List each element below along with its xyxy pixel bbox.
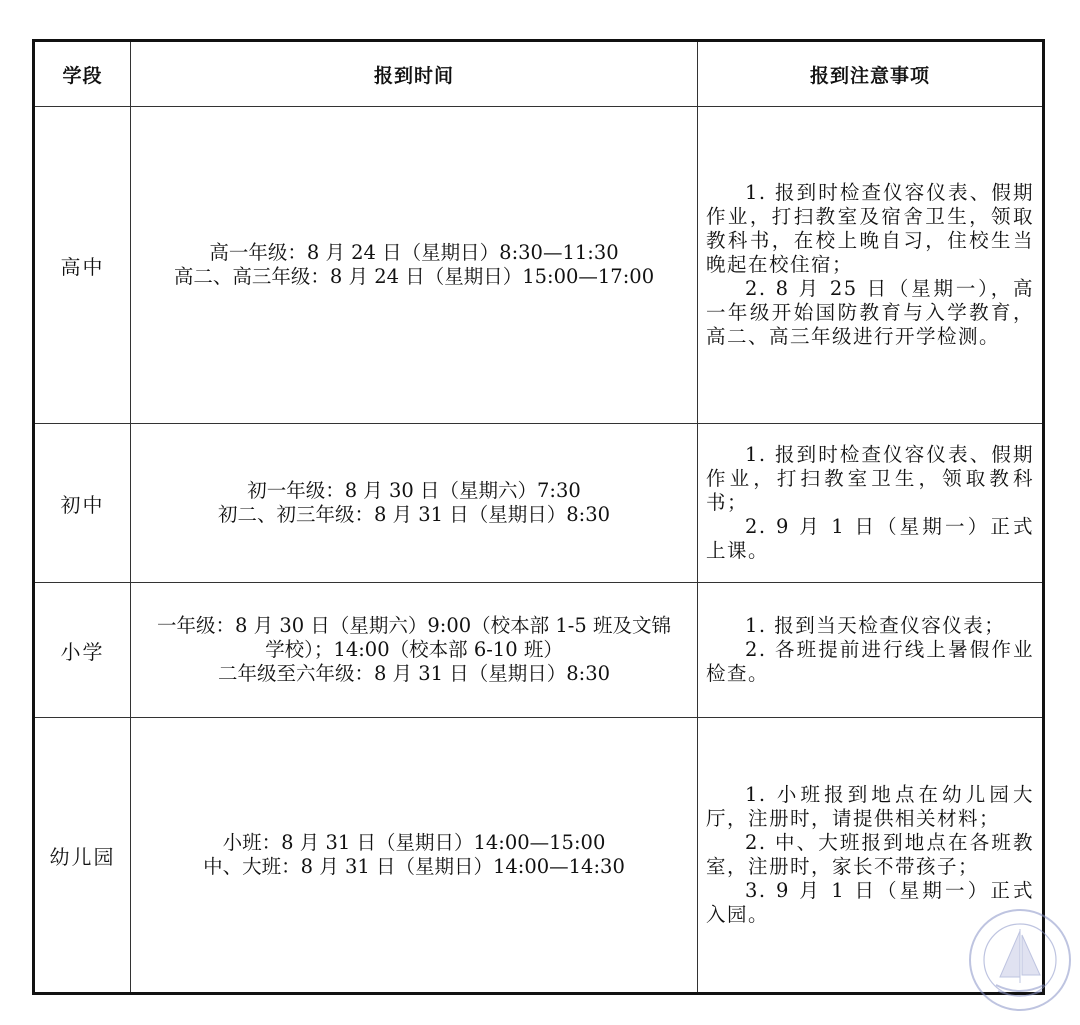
table-row-primary — [34, 583, 1044, 718]
time-line: 初一年级：8 月 30 日（星期六）7:30 — [247, 479, 581, 502]
table-row-junior-high — [34, 424, 1044, 583]
time-cell — [131, 107, 698, 424]
time-line: 高一年级：8 月 24 日（星期日）8:30—11:30 — [209, 241, 619, 264]
time-cell — [131, 718, 698, 994]
note-item: 2. 各班提前进行线上暑假作业检查。 — [706, 638, 1034, 685]
time-line: 初二、初三年级：8 月 31 日（星期日）8:30 — [217, 503, 611, 526]
school-seal-watermark — [960, 905, 1080, 1015]
time-cell — [131, 424, 698, 583]
header-time: 报到时间 — [131, 41, 698, 107]
time-cell — [131, 583, 698, 718]
note-item: 1. 报到当天检查仪容仪表； — [745, 614, 1006, 637]
sailboat-icon — [1000, 929, 1040, 983]
time-line: 一年级：8 月 30 日（星期六）9:00（校本部 1-5 班及文锦学校）；14:00（校本部 6-10 班） — [157, 614, 671, 661]
stage-cell: 高中 — [34, 107, 131, 424]
note-item: 2. 8 月 25 日（星期一），高一年级开始国防教育与入学教育，高二、高三年级进行开学检测。 — [706, 277, 1034, 348]
note-item: 1. 报到时检查仪容仪表、假期作业，打扫教室及宿舍卫生，领取教科书，在校上晚自习，住校生当晚起在校住宿； — [706, 181, 1034, 276]
time-line: 二年级至六年级：8 月 31 日（星期日）8:30 — [217, 662, 611, 685]
time-line: 中、大班：8 月 31 日（星期日）14:00—14:30 — [203, 855, 625, 878]
note-item: 2. 9 月 1 日（星期一）正式上课。 — [706, 515, 1034, 562]
note-item: 3. 9 月 1 日（星期一）正式入园。 — [706, 879, 1034, 926]
note-item: 1. 小班报到地点在幼儿园大厅，注册时，请提供相关材料； — [706, 783, 1034, 830]
wave-icon — [996, 985, 1044, 991]
header-notes: 报到注意事项 — [698, 41, 1044, 107]
stage-cell: 小学 — [34, 583, 131, 718]
header-stage: 学段 — [34, 41, 131, 107]
stage-cell: 初中 — [34, 424, 131, 583]
table-row-high-school — [34, 107, 1044, 424]
registration-schedule-table — [32, 39, 1045, 995]
stage-cell: 幼儿园 — [34, 718, 131, 994]
table-header-row — [34, 41, 1044, 107]
notes-cell — [698, 107, 1044, 424]
time-line: 高二、高三年级：8 月 24 日（星期日）15:00—17:00 — [173, 265, 655, 288]
notes-cell — [698, 583, 1044, 718]
note-item: 1. 报到时检查仪容仪表、假期作业，打扫教室卫生，领取教科书； — [706, 443, 1034, 514]
table-row-kindergarten — [34, 718, 1044, 994]
notes-cell — [698, 424, 1044, 583]
time-line: 小班：8 月 31 日（星期日）14:00—15:00 — [222, 831, 606, 854]
note-item: 2. 中、大班报到地点在各班教室，注册时，家长不带孩子； — [706, 831, 1034, 878]
